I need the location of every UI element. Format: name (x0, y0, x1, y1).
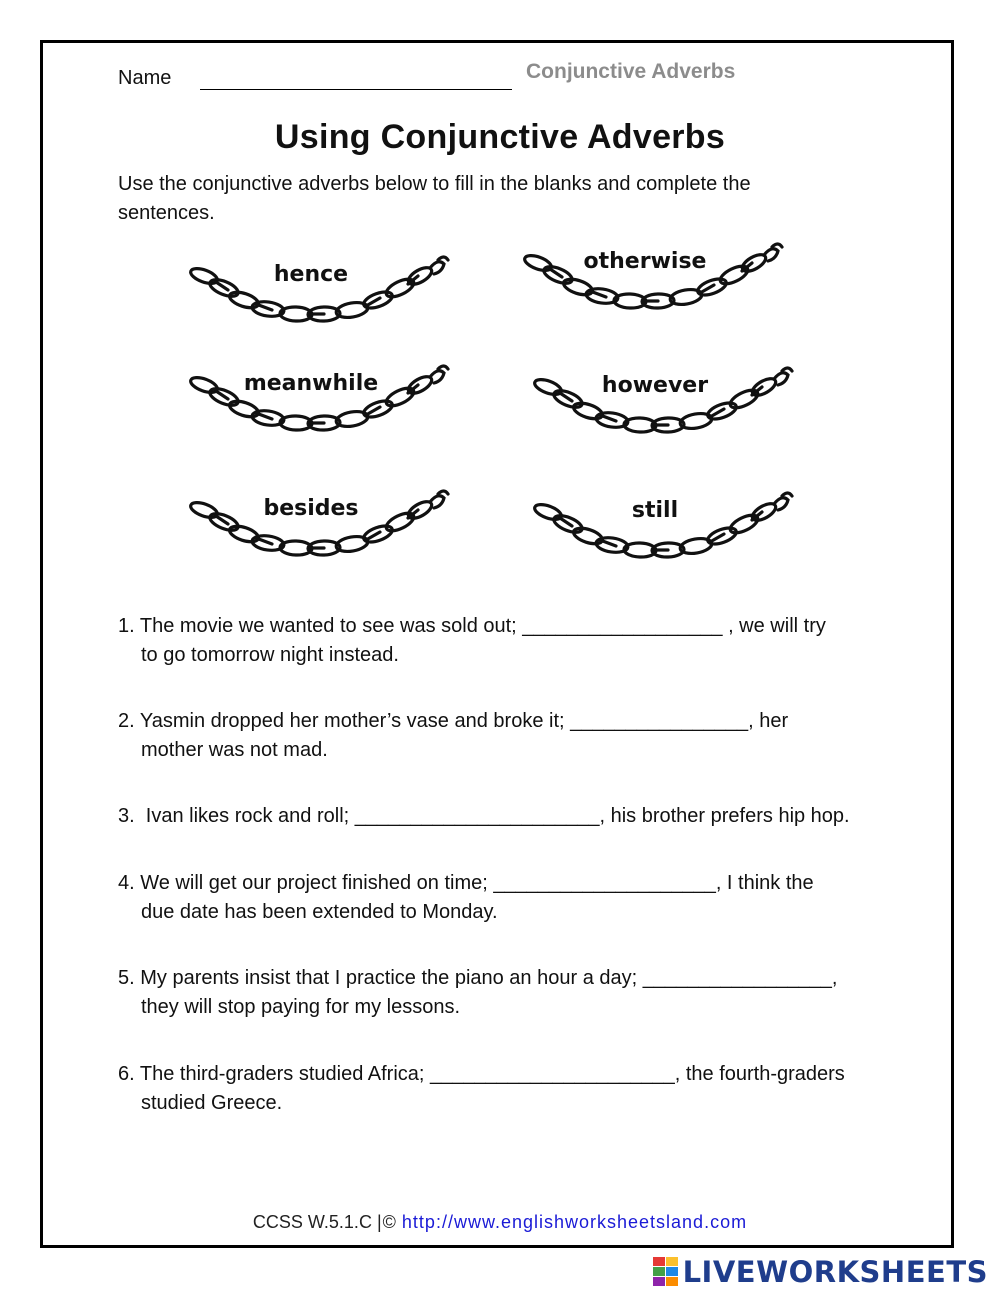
liveworksheets-brand: LIVEWORKSHEETS (682, 1255, 988, 1289)
name-label: Name (118, 67, 172, 89)
question-line[interactable]: 3. Ivan likes rock and roll; ______________________, his brother prefers hip hop. (118, 805, 850, 827)
footer (0, 1212, 1000, 1233)
word-bank-item: however (601, 373, 709, 398)
word-bank-chain-besides (186, 488, 466, 578)
question-1 (118, 612, 888, 670)
footer-standard: CCSS W.5.1.C (252, 1212, 372, 1232)
word-bank-chain-otherwise (520, 241, 800, 331)
question-line-continued: to go tomorrow night instead. (141, 644, 399, 666)
page-title: Using Conjunctive Adverbs (274, 118, 726, 156)
question-line[interactable]: 6. The third-graders studied Africa; ______________________, the fourth-graders (118, 1063, 845, 1085)
worksheet-topic: Conjunctive Adverbs (526, 60, 736, 83)
word-bank-item: meanwhile (243, 371, 379, 396)
footer-copyright: |© (376, 1212, 397, 1232)
word-bank-item: hence (273, 262, 349, 287)
question-2 (118, 707, 888, 765)
question-4 (118, 869, 888, 927)
word-bank-chain-hence (186, 254, 466, 344)
question-line[interactable]: 4. We will get our project finished on time; ____________________, I think the (118, 872, 814, 894)
instructions: Use the conjunctive adverbs below to fill in the blanks and complete the sentences. (118, 173, 751, 224)
question-5 (118, 964, 888, 1022)
liveworksheets-logo[interactable] (653, 1254, 988, 1290)
word-bank-item: still (631, 498, 679, 523)
word-bank-chain-still (530, 490, 810, 580)
name-input-line[interactable] (200, 89, 512, 90)
word-bank-chain-meanwhile (186, 363, 466, 453)
question-line-continued: due date has been extended to Monday. (141, 901, 498, 923)
question-line-continued: studied Greece. (141, 1092, 283, 1114)
question-line-continued: mother was not mad. (141, 739, 328, 761)
footer-url-link[interactable]: http://www.englishworksheetsland.com (401, 1212, 748, 1232)
question-line[interactable]: 2. Yasmin dropped her mother’s vase and broke it; ________________, her (118, 710, 789, 732)
question-line-continued: they will stop paying for my lessons. (141, 996, 461, 1018)
question-6 (118, 1060, 888, 1118)
word-bank-item: otherwise (583, 249, 707, 274)
question-line[interactable]: 1. The movie we wanted to see was sold out; __________________ , we will try (118, 615, 826, 637)
word-bank-chain-however (530, 365, 810, 455)
question-line[interactable]: 5. My parents insist that I practice the piano an hour a day; _________________, (118, 967, 838, 989)
word-bank-item: besides (263, 496, 359, 521)
question-3 (118, 802, 888, 831)
liveworksheets-logo-icon (653, 1257, 679, 1287)
